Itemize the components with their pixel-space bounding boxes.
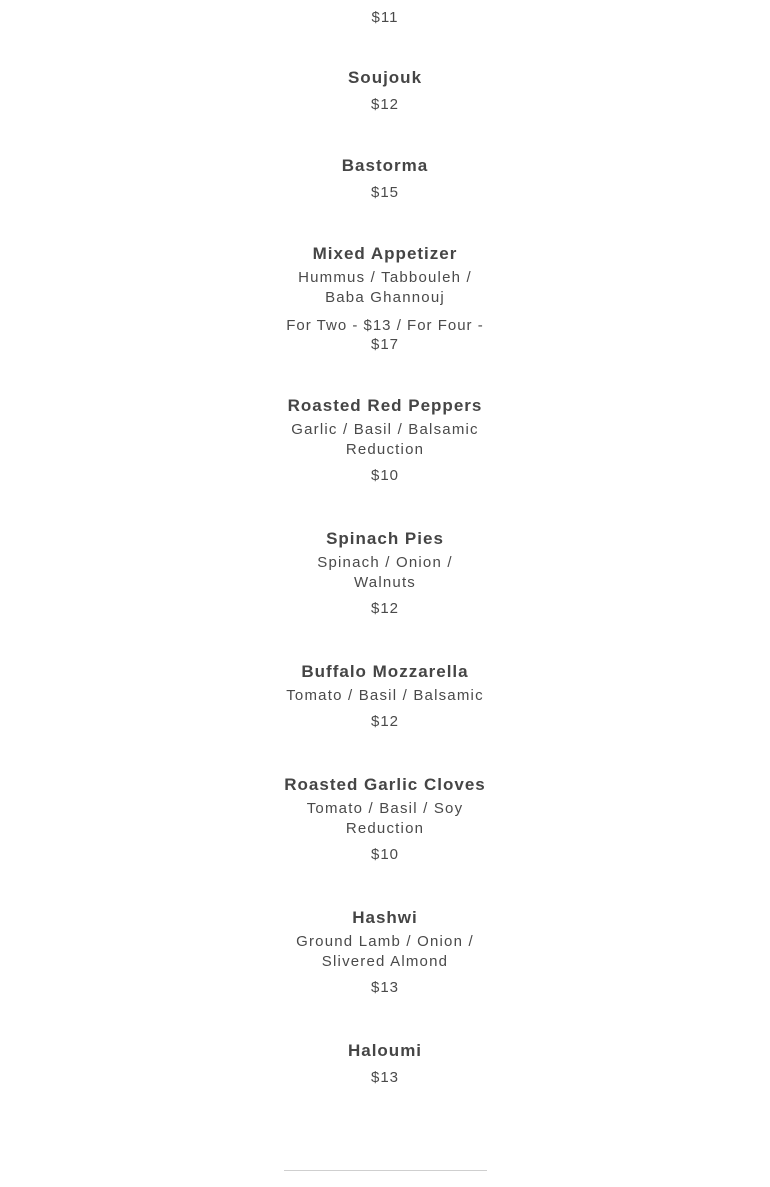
- menu-item-price: $15: [370, 184, 400, 201]
- menu-item: [280, 907, 490, 998]
- menu-item: [280, 243, 490, 354]
- menu-item-name: Roasted Red Peppers: [287, 396, 483, 415]
- menu-item-name: Buffalo Mozzarella: [301, 662, 469, 681]
- menu-item-description: Garlic / Basil / Balsamic Reduction: [291, 421, 479, 458]
- section-divider: [284, 1170, 487, 1171]
- menu-item: [280, 661, 490, 732]
- menu-item-price: $13: [370, 1069, 400, 1086]
- menu-item-name: Roasted Garlic Cloves: [284, 775, 486, 794]
- menu-item-price: $11: [371, 9, 399, 26]
- menu-item-price: $12: [370, 713, 400, 730]
- menu-item-name: Mixed Appetizer: [312, 244, 458, 263]
- menu-item: [280, 155, 490, 203]
- menu-item-name: Hashwi: [352, 908, 418, 927]
- menu-item: [280, 8, 490, 28]
- menu-item-description: Ground Lamb / Onion / Slivered Almond: [296, 933, 474, 970]
- menu-item: [280, 528, 490, 619]
- menu-item-description: Tomato / Basil / Soy Reduction: [306, 800, 464, 837]
- menu-item-price: $10: [370, 467, 400, 484]
- menu-item-name: Spinach Pies: [326, 529, 444, 548]
- menu-item-price: $12: [370, 96, 400, 113]
- menu-item: [280, 1040, 490, 1088]
- menu-item-description: Tomato / Basil / Balsamic: [286, 687, 484, 704]
- menu-item: [280, 395, 490, 486]
- menu-item: [280, 774, 490, 865]
- menu-item-price: For Two - $13 / For Four - $17: [286, 317, 484, 353]
- menu-item-description: Hummus / Tabbouleh / Baba Ghannouj: [298, 269, 472, 306]
- menu-item-price: $12: [370, 600, 400, 617]
- menu-item-price: $13: [370, 979, 400, 996]
- menu-item-name: Bastorma: [341, 156, 429, 175]
- menu-item: [280, 67, 490, 115]
- menu-item-description: Spinach / Onion / Walnuts: [317, 554, 453, 591]
- menu-item-name: Soujouk: [347, 68, 423, 87]
- menu-item-name: Haloumi: [347, 1041, 423, 1060]
- menu-item-price: $10: [370, 846, 400, 863]
